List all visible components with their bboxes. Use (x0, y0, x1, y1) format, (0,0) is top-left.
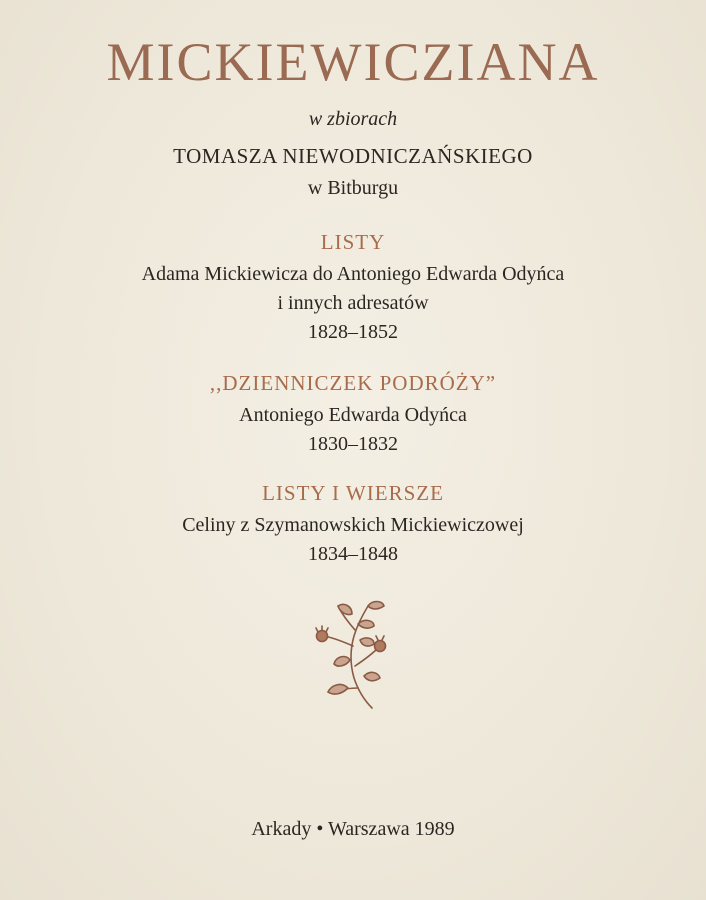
collector-name: TOMASZA NIEWODNICZAŃSKIEGO (173, 144, 533, 168)
section-dates: 1830–1832 (308, 433, 398, 455)
section-dates: 1834–1848 (308, 543, 398, 565)
section-heading-dzienniczek: ,,DZIENNICZEK PODRÓŻY” (209, 371, 497, 395)
subtitle: w zbiorach (308, 108, 398, 130)
section-line: Antoniego Edwarda Odyńca (239, 404, 467, 426)
page-title: MICKIEWICZIANA (106, 32, 600, 92)
section-line: Celiny z Szymanowskich Mickiewiczowej (182, 514, 524, 536)
section-line: Adama Mickiewicza do Antoniego Edwarda Odyńca (141, 263, 565, 285)
floral-sprig-icon (308, 596, 400, 714)
section-line: i innych adresatów (277, 292, 429, 314)
publisher-imprint: Arkady • Warszawa 1989 (251, 818, 455, 840)
section-heading-listy-i-wiersze: LISTY I WIERSZE (262, 481, 444, 505)
collection-place: w Bitburgu (307, 177, 399, 199)
section-dates: 1828–1852 (308, 321, 398, 343)
section-heading-listy: LISTY (320, 230, 386, 254)
